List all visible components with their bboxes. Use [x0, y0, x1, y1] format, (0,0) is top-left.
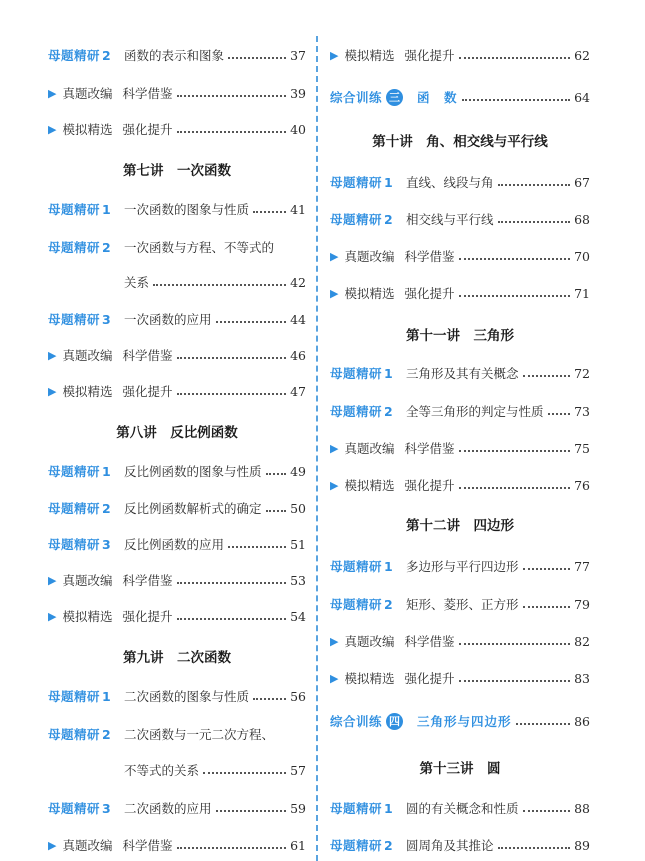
tag-number: 1	[102, 688, 111, 704]
page-number: 47	[290, 383, 306, 399]
entry-label-a: 模拟精选	[62, 122, 113, 137]
page-number: 46	[290, 347, 306, 363]
triangle-right-icon: ▶	[330, 671, 339, 685]
chapter-heading: 第十一讲 三角形	[406, 328, 514, 344]
dot-leader	[177, 617, 287, 620]
entry-tag	[330, 595, 406, 613]
entry-label-b: 强化提升	[404, 48, 455, 63]
tag-label: 母题精研	[330, 559, 383, 574]
triangle-right-icon: ▶	[48, 122, 57, 136]
dot-leader	[228, 545, 286, 548]
entry-label-a: 真题改编	[62, 838, 113, 853]
toc-entry[interactable]	[330, 362, 590, 384]
triangle-right-icon: ▶	[48, 384, 57, 398]
dot-leader	[216, 320, 287, 323]
column-divider	[316, 36, 318, 861]
entry-label-b: 科学借鉴	[122, 348, 173, 363]
entry-tag	[330, 799, 406, 817]
entry-label-b: 科学借鉴	[404, 634, 455, 649]
dot-leader	[177, 581, 287, 584]
page-number: 51	[290, 536, 306, 552]
entry-tag	[330, 557, 406, 575]
entry-tag	[48, 725, 124, 743]
dot-leader	[459, 56, 571, 59]
page-number: 56	[290, 688, 306, 704]
tag-number: 2	[384, 596, 393, 612]
tag-label: 母题精研	[330, 212, 383, 227]
dot-leader	[177, 846, 287, 849]
page-number: 64	[574, 89, 590, 105]
entry-label-a: 真题改编	[62, 86, 113, 101]
dot-leader	[459, 257, 571, 260]
triangle-right-icon: ▶	[48, 609, 57, 623]
entry-title: 圆周角及其推论	[406, 838, 494, 853]
page-number: 41	[290, 201, 306, 217]
toc-entry[interactable]	[48, 460, 306, 482]
entry-label-a: 模拟精选	[344, 286, 395, 301]
triangle-right-icon: ▶	[330, 478, 339, 492]
entry-label-a: 真题改编	[344, 441, 395, 456]
toc-entry[interactable]	[48, 797, 306, 819]
dot-leader	[498, 220, 571, 223]
chapter-heading: 第十讲 角、相交线与平行线	[372, 134, 548, 150]
page-number: 54	[290, 608, 306, 624]
page-number: 53	[290, 572, 306, 588]
toc-entry[interactable]	[330, 282, 590, 304]
tag-number: 2	[384, 403, 393, 419]
tag-label: 母题精研	[48, 312, 101, 327]
dot-leader	[516, 722, 571, 725]
page-number: 73	[574, 403, 590, 419]
entry-tag	[330, 836, 406, 854]
dot-leader	[462, 98, 571, 101]
toc-entry[interactable]	[330, 474, 590, 496]
entry-label-a: 模拟精选	[344, 478, 395, 493]
entry-title: 相交线与平行线	[406, 212, 494, 227]
tag-label: 综合训练	[330, 714, 383, 729]
entry-title: 一次函数的图象与性质	[124, 202, 250, 217]
dot-leader	[523, 605, 571, 608]
entry-title: 三角形及其有关概念	[406, 366, 519, 381]
dot-leader	[459, 486, 571, 489]
page-number: 59	[290, 800, 306, 816]
tag-number: 2	[102, 726, 111, 742]
tag-label: 母题精研	[48, 537, 101, 552]
entry-tag	[330, 173, 406, 191]
toc-entry[interactable]	[48, 497, 306, 519]
dot-leader	[498, 846, 571, 849]
tag-label: 母题精研	[48, 689, 101, 704]
chapter-heading: 第七讲 一次函数	[123, 163, 231, 179]
toc-entry[interactable]	[330, 555, 590, 577]
entry-title: 直线、线段与角	[406, 175, 494, 190]
chapter-heading: 第十三讲 圆	[419, 761, 501, 777]
tag-label: 母题精研	[330, 801, 383, 816]
dot-leader	[498, 183, 571, 186]
entry-title: 函数的表示和图象	[124, 48, 225, 63]
entry-tag	[48, 462, 124, 480]
entry-label-a: 真题改编	[344, 634, 395, 649]
entry-label-a: 真题改编	[62, 573, 113, 588]
tag-number: 3	[102, 536, 111, 552]
triangle-right-icon: ▶	[48, 573, 57, 587]
entry-tag	[48, 46, 124, 64]
dot-leader	[203, 771, 286, 774]
page-number: 61	[290, 837, 306, 853]
toc-entry[interactable]	[48, 236, 306, 258]
page-number: 79	[574, 596, 590, 612]
toc-entry[interactable]	[330, 44, 590, 66]
page-number: 57	[290, 762, 306, 778]
page-number: 39	[290, 85, 306, 101]
page-number: 62	[574, 47, 590, 63]
entry-title: 二次函数的图象与性质	[124, 689, 250, 704]
tag-number: 1	[384, 800, 393, 816]
entry-label-b: 科学借鉴	[122, 573, 173, 588]
page-number: 71	[574, 285, 590, 301]
dot-leader	[459, 642, 571, 645]
dot-leader	[253, 210, 286, 213]
triangle-right-icon: ▶	[330, 634, 339, 648]
toc-entry[interactable]	[330, 245, 590, 267]
tag-number: 2	[384, 837, 393, 853]
tag-number: 1	[102, 201, 111, 217]
entry-title: 函 数	[417, 90, 458, 105]
dot-leader	[523, 809, 571, 812]
toc-entry[interactable]	[48, 759, 306, 781]
triangle-right-icon: ▶	[330, 249, 339, 263]
page-number: 89	[574, 837, 590, 853]
entry-title: 反比例函数的图象与性质	[124, 464, 262, 479]
entry-label-b: 强化提升	[404, 286, 455, 301]
toc-entry[interactable]	[330, 400, 590, 422]
tag-number: 3	[102, 800, 111, 816]
dot-leader	[216, 809, 287, 812]
entry-label-b: 强化提升	[404, 478, 455, 493]
triangle-right-icon: ▶	[330, 48, 339, 62]
entry-label-b: 科学借鉴	[404, 441, 455, 456]
toc-entry[interactable]	[48, 198, 306, 220]
toc-entry[interactable]	[48, 605, 306, 627]
toc-entry[interactable]	[330, 797, 590, 819]
toc-entry[interactable]	[330, 171, 590, 193]
page-number: 76	[574, 477, 590, 493]
toc-entry[interactable]	[48, 308, 306, 330]
tag-label: 母题精研	[48, 240, 101, 255]
entry-label-b: 科学借鉴	[122, 838, 173, 853]
entry-title: 一次函数与方程、不等式的	[124, 240, 275, 255]
entry-title: 不等式的关系	[124, 763, 200, 778]
toc-entry[interactable]	[48, 380, 306, 402]
tag-number: 3	[102, 311, 111, 327]
toc-entry[interactable]	[330, 437, 590, 459]
toc-entry[interactable]	[48, 685, 306, 707]
toc-entry[interactable]	[48, 118, 306, 140]
dot-leader	[266, 472, 287, 475]
dot-leader	[177, 392, 287, 395]
entry-tag	[330, 210, 406, 228]
entry-tag	[48, 499, 124, 517]
toc-entry[interactable]	[48, 723, 306, 745]
entry-label-a: 模拟精选	[62, 609, 113, 624]
page-number: 75	[574, 440, 590, 456]
entry-label-a: 模拟精选	[344, 48, 395, 63]
entry-title: 圆的有关概念和性质	[406, 801, 519, 816]
tag-number: 2	[102, 47, 111, 63]
toc-left-column	[48, 0, 306, 861]
toc-entry[interactable]	[330, 208, 590, 230]
page-number: 77	[574, 558, 590, 574]
tag-label: 综合训练	[330, 90, 383, 105]
entry-tag	[48, 310, 124, 328]
entry-title: 矩形、菱形、正方形	[406, 597, 519, 612]
toc-entry[interactable]	[48, 44, 306, 66]
entry-title: 关系	[124, 275, 150, 290]
entry-label-b: 强化提升	[404, 671, 455, 686]
entry-tag	[330, 402, 406, 420]
chapter-heading: 第九讲 二次函数	[123, 650, 231, 666]
entry-tag	[48, 535, 124, 553]
page-number: 72	[574, 365, 590, 381]
toc-entry[interactable]	[48, 271, 306, 293]
toc-entry[interactable]	[48, 834, 306, 856]
triangle-right-icon: ▶	[48, 86, 57, 100]
number-circle-badge: 四	[386, 713, 403, 730]
dot-leader	[548, 412, 571, 415]
toc-entry[interactable]	[330, 834, 590, 856]
chapter-heading: 第十二讲 四边形	[406, 518, 514, 534]
entry-title: 多边形与平行四边形	[406, 559, 519, 574]
entry-title: 反比例函数解析式的确定	[124, 501, 262, 516]
toc-entry[interactable]	[48, 533, 306, 555]
page-number: 40	[290, 121, 306, 137]
dot-leader	[523, 374, 571, 377]
dot-leader	[459, 679, 571, 682]
page-number: 88	[574, 800, 590, 816]
triangle-right-icon: ▶	[48, 838, 57, 852]
entry-title: 三角形与四边形	[417, 714, 512, 729]
tag-number: 2	[102, 239, 111, 255]
dot-leader	[177, 356, 287, 359]
page-number: 50	[290, 500, 306, 516]
chapter-heading: 第八讲 反比例函数	[116, 425, 238, 441]
page-number: 86	[574, 713, 590, 729]
entry-title: 二次函数的应用	[124, 801, 212, 816]
tag-label: 母题精研	[48, 202, 101, 217]
entry-label-a: 真题改编	[344, 249, 395, 264]
tag-label: 母题精研	[48, 501, 101, 516]
page-number: 42	[290, 274, 306, 290]
entry-label-b: 强化提升	[122, 122, 173, 137]
dot-leader	[153, 283, 286, 286]
page-number: 68	[574, 211, 590, 227]
entry-label-a: 模拟精选	[344, 671, 395, 686]
entry-title: 反比例函数的应用	[124, 537, 225, 552]
tag-number: 2	[384, 211, 393, 227]
page-number: 49	[290, 463, 306, 479]
tag-label: 母题精研	[330, 838, 383, 853]
tag-label: 母题精研	[330, 175, 383, 190]
tag-label: 母题精研	[48, 464, 101, 479]
tag-label: 母题精研	[330, 597, 383, 612]
tag-label: 母题精研	[48, 48, 101, 63]
entry-label-a: 模拟精选	[62, 384, 113, 399]
entry-title: 一次函数的应用	[124, 312, 212, 327]
dot-leader	[253, 697, 286, 700]
tag-number: 2	[102, 500, 111, 516]
entry-label-b: 科学借鉴	[122, 86, 173, 101]
tag-label: 母题精研	[48, 727, 101, 742]
triangle-right-icon: ▶	[330, 441, 339, 455]
dot-leader	[177, 130, 287, 133]
dot-leader	[177, 94, 287, 97]
entry-tag	[330, 364, 406, 382]
triangle-right-icon: ▶	[48, 348, 57, 362]
triangle-right-icon: ▶	[330, 286, 339, 300]
page-number: 70	[574, 248, 590, 264]
toc-entry[interactable]	[330, 667, 590, 689]
entry-title: 全等三角形的判定与性质	[406, 404, 544, 419]
toc-entry[interactable]	[48, 569, 306, 591]
entry-label-a: 真题改编	[62, 348, 113, 363]
toc-right-column	[330, 0, 590, 861]
page-number: 67	[574, 174, 590, 190]
dot-leader	[459, 449, 571, 452]
page-number: 82	[574, 633, 590, 649]
entry-label-b: 强化提升	[122, 384, 173, 399]
dot-leader	[266, 509, 287, 512]
entry-label-b: 科学借鉴	[404, 249, 455, 264]
toc-entry[interactable]	[330, 630, 590, 652]
page-number: 37	[290, 47, 306, 63]
entry-tag	[48, 200, 124, 218]
dot-leader	[459, 294, 571, 297]
dot-leader	[523, 567, 571, 570]
tag-label: 母题精研	[48, 801, 101, 816]
entry-tag	[48, 687, 124, 705]
page-number: 83	[574, 670, 590, 686]
entry-tag	[48, 799, 124, 817]
toc-entry[interactable]	[330, 593, 590, 615]
toc-entry[interactable]	[330, 710, 590, 732]
toc-entry[interactable]	[48, 82, 306, 104]
tag-number: 1	[102, 463, 111, 479]
number-circle-badge: 三	[386, 89, 403, 106]
tag-number: 1	[384, 558, 393, 574]
dot-leader	[228, 56, 286, 59]
entry-label-b: 强化提升	[122, 609, 173, 624]
tag-label: 母题精研	[330, 404, 383, 419]
toc-entry[interactable]	[330, 86, 590, 108]
tag-number: 1	[384, 365, 393, 381]
entry-title: 二次函数与一元二次方程、	[124, 727, 275, 742]
tag-label: 母题精研	[330, 366, 383, 381]
page-number: 44	[290, 311, 306, 327]
tag-number: 1	[384, 174, 393, 190]
entry-tag	[48, 238, 124, 256]
toc-entry[interactable]	[48, 344, 306, 366]
